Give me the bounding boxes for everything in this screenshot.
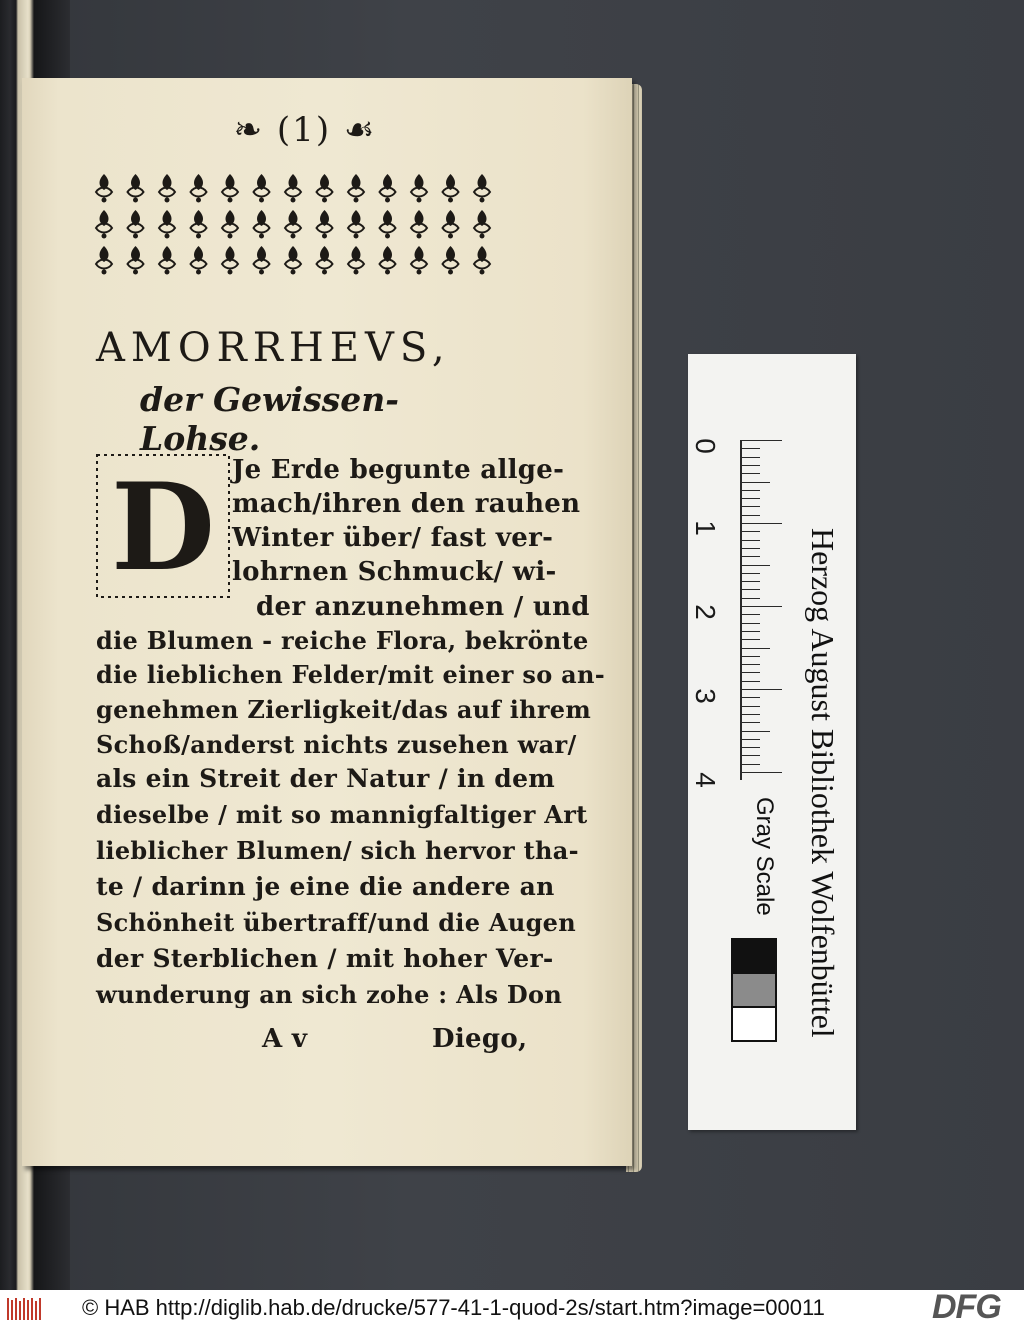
ruler-tick	[742, 706, 760, 707]
page-number	[210, 110, 400, 150]
ruler-tick	[742, 457, 760, 458]
ornament-motif	[191, 210, 207, 239]
ornament-motif	[285, 174, 301, 203]
ruler-tick	[742, 731, 770, 732]
ruler-tick	[742, 639, 760, 640]
ruler-line	[740, 440, 742, 780]
ruler-tick	[742, 531, 760, 532]
ruler-tick	[742, 764, 760, 765]
book-subtitle: der Gewissen-Lohse.	[140, 380, 399, 458]
ruler-tick	[742, 573, 760, 574]
ruler-tick	[742, 623, 760, 624]
ruler-tick	[742, 722, 760, 723]
ornament-motif	[411, 246, 427, 275]
ornament-motif	[443, 210, 459, 239]
text-line: Schönheit übertraff/und die Augen	[96, 908, 576, 937]
ornament-motif	[474, 174, 490, 203]
ruler-tick	[742, 689, 782, 690]
footer-source-link[interactable]: © HAB http://diglib.hab.de/drucke/577-41-1-quod-2s/start.htm?image=00011	[82, 1295, 825, 1320]
text-line: genehmen Zierligkeit/das auf ihrem	[96, 695, 592, 724]
ruler-tick	[742, 714, 760, 715]
text-line: wunderung an sich zohe : Als Don	[96, 980, 563, 1009]
text-line: Schoß/anderst nichts zusehen war/	[96, 730, 577, 759]
text-line: mach/ihren den rauhen	[232, 489, 581, 519]
ruler-tick	[742, 672, 760, 673]
ruler-tick	[742, 739, 760, 740]
ruler-tick	[742, 606, 782, 607]
ornament-motif	[96, 246, 112, 275]
left-fleuron-icon: ❧	[233, 110, 265, 150]
ruler-tick	[742, 598, 760, 599]
ornament-motif	[317, 246, 333, 275]
ruler-tick	[742, 772, 782, 773]
ruler-tick	[742, 648, 770, 649]
ornament-motif	[317, 174, 333, 203]
ruler-number: 0	[689, 438, 721, 454]
ruler-tick	[742, 556, 760, 557]
ornament-motif	[254, 174, 270, 203]
ruler-tick	[742, 448, 760, 449]
dropcap-letter: D	[110, 457, 216, 598]
ruler-tick	[742, 473, 760, 474]
ornament-motif	[474, 210, 490, 239]
text-line: als ein Streit der Natur / in dem	[96, 764, 556, 793]
ornament-motif	[443, 174, 459, 203]
ruler-tick	[742, 755, 760, 756]
ruler-tick	[742, 465, 760, 466]
ruler-tick	[742, 498, 760, 499]
text-line: lieblicher Blumen/ sich hervor tha-	[96, 836, 579, 865]
ornament-motif	[254, 210, 270, 239]
text-line: Winter über/ fast ver-	[232, 523, 554, 553]
text-line: die lieblichen Felder/mit einer so an-	[96, 660, 606, 689]
ruler-tick	[742, 581, 760, 582]
ornament-motif	[411, 210, 427, 239]
ruler-number: 1	[689, 520, 721, 536]
black-swatch	[731, 938, 777, 974]
ornament-motif	[443, 246, 459, 275]
ornament-motif	[128, 174, 144, 203]
ruler-tick	[742, 490, 760, 491]
ornament-motif	[159, 246, 175, 275]
ornament-motif	[380, 174, 396, 203]
ruler-tick	[742, 614, 760, 615]
right-fleuron-icon: ☙	[343, 110, 377, 150]
ruler-tick	[742, 747, 760, 748]
text-line: dieselbe / mit so mannigfaltiger Art	[96, 800, 588, 829]
ruler-tick	[742, 589, 760, 590]
ruler-tick	[742, 565, 770, 566]
ruler-tick	[742, 631, 760, 632]
ornament-motif	[96, 174, 112, 203]
book-title: AMORRHEVS,	[96, 325, 451, 371]
page-number-text: (1)	[276, 110, 332, 150]
signature-mark: A v	[262, 1024, 308, 1054]
gray-scale-label: Gray Scale	[751, 797, 778, 916]
ornament-motif	[159, 210, 175, 239]
ruler-tick	[742, 540, 760, 541]
ruler-number: 3	[689, 688, 721, 704]
ornament-motif	[159, 174, 175, 203]
text-line: der anzunehmen / und	[256, 592, 590, 622]
library-logo-icon	[6, 1296, 46, 1322]
ornament-motif	[285, 246, 301, 275]
ruler-tick	[742, 548, 760, 549]
ornament-motif	[474, 246, 490, 275]
ornament-motif	[128, 246, 144, 275]
ornament-motif	[285, 210, 301, 239]
ornament-motif	[380, 210, 396, 239]
ornament-motif	[411, 174, 427, 203]
white-swatch	[731, 1006, 777, 1042]
text-line: te / darinn je eine die andere an	[96, 872, 555, 901]
ruler-tick	[742, 656, 760, 657]
gray-swatch	[731, 972, 777, 1008]
ornament-motif	[317, 210, 333, 239]
ornament-motif	[96, 210, 112, 239]
ornament-motif	[222, 210, 238, 239]
ornament-motif	[128, 210, 144, 239]
dfg-logo: DFG	[932, 1288, 1001, 1326]
ruler-number: 2	[689, 604, 721, 620]
decorated-initial-d	[92, 450, 234, 602]
ornament-motif	[380, 246, 396, 275]
ornament-motif	[254, 246, 270, 275]
text-line: Je Erde begunte allge-	[232, 455, 565, 485]
text-line: lohrnen Schmuck/ wi-	[232, 557, 557, 587]
ornament-motif	[222, 174, 238, 203]
ornamental-header-band	[88, 168, 506, 280]
catchword: Diego,	[432, 1024, 528, 1054]
ornament-motif	[348, 174, 364, 203]
ruler-number: 4	[689, 772, 721, 788]
ruler-tick	[742, 664, 760, 665]
ruler-tick	[742, 440, 782, 441]
text-line: der Sterblichen / mit hoher Ver-	[96, 944, 554, 973]
ornament-motif	[348, 246, 364, 275]
ornament-motif	[191, 174, 207, 203]
ornament-motif	[191, 246, 207, 275]
ornament-motif	[348, 210, 364, 239]
ruler-tick	[742, 482, 770, 483]
ornament-motif	[222, 246, 238, 275]
ruler-tick	[742, 523, 782, 524]
ruler-tick	[742, 681, 760, 682]
card-title: Herzog August Bibliothek Wolfenbüttel	[805, 528, 841, 1038]
ruler-tick	[742, 506, 760, 507]
ruler-tick	[742, 515, 760, 516]
ruler-tick	[742, 697, 760, 698]
text-line: die Blumen - reiche Flora, bekrönte	[96, 626, 589, 655]
